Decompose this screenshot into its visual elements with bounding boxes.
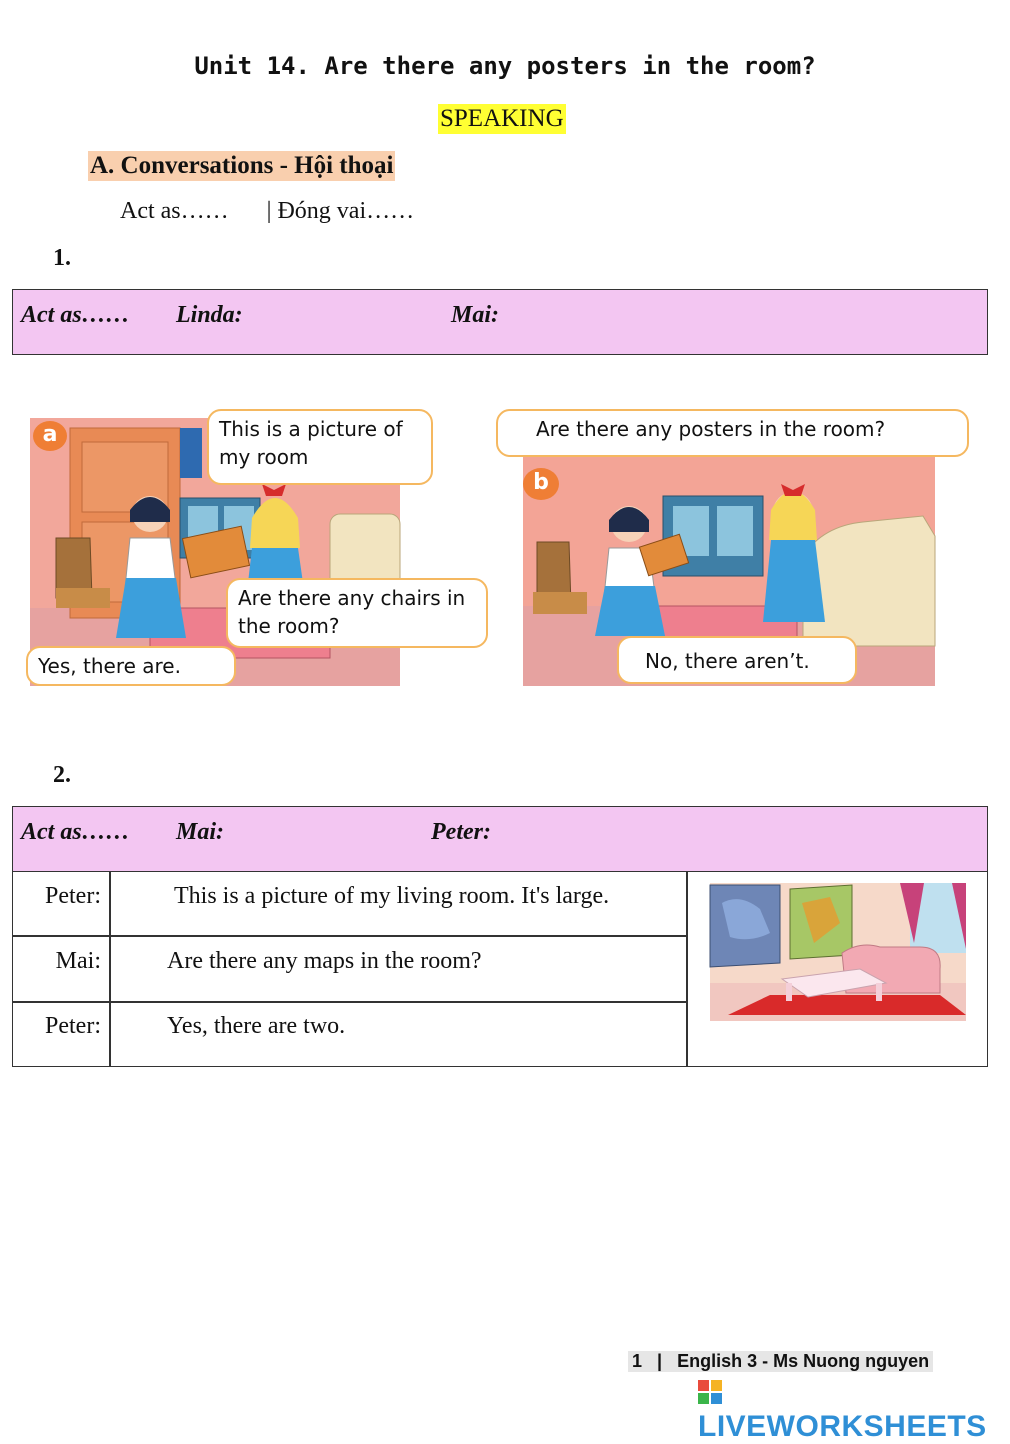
row-divider — [13, 935, 109, 937]
roles-box-2 — [12, 806, 988, 872]
roles-box-1 — [12, 289, 988, 355]
act-as-instruction — [120, 198, 414, 225]
speaking-heading: SPEAKING — [440, 105, 564, 132]
dialogue-line: This is a picture of my living room. It's large. — [174, 883, 610, 909]
living-room-illustration — [710, 883, 966, 1021]
page-title: Unit 14. Are there any posters in the room? — [194, 52, 816, 80]
speech-bubble: This is a picture of my room — [207, 409, 433, 485]
act-as-prompt: Act as…… — [21, 819, 130, 845]
role-mai: Mai: — [451, 302, 499, 328]
page-footer — [628, 1351, 933, 1372]
row-divider — [109, 1001, 686, 1003]
exercise-number-2: 2. — [53, 762, 71, 788]
role-peter: Peter: — [431, 819, 491, 845]
act-as-label: Act as…… — [120, 198, 229, 224]
row-divider — [109, 935, 686, 937]
liveworksheets-logo — [698, 1376, 1000, 1444]
speech-bubble: No, there aren’t. — [617, 636, 857, 684]
dong-vai-label: | Đóng vai…… — [266, 198, 415, 224]
role-linda: Linda: — [176, 302, 243, 328]
liveworksheets-logo-icon — [698, 1380, 722, 1404]
column-divider — [109, 871, 111, 1066]
dialogue-table — [12, 871, 988, 1067]
speaker-cell: Peter: — [45, 883, 101, 909]
picture-tag-a: a — [33, 421, 67, 451]
speaker-cell: Peter: — [45, 1013, 101, 1039]
footer-separator: | — [657, 1351, 663, 1371]
act-as-prompt: Act as…… — [21, 302, 130, 328]
exercise-number-1: 1. — [53, 245, 71, 271]
dialogue-line: Yes, there are two. — [167, 1013, 346, 1039]
dialogue-line: Are there any maps in the room? — [167, 948, 482, 974]
speech-bubble: Are there any chairs in the room? — [226, 578, 488, 648]
row-divider — [13, 1001, 109, 1003]
speaker-cell: Mai: — [55, 948, 101, 974]
role-mai: Mai: — [176, 819, 224, 845]
speech-bubble: Are there any posters in the room? — [496, 409, 969, 457]
page-number: 1 — [632, 1351, 643, 1371]
section-a-heading: A. Conversations - Hội thoại — [90, 152, 394, 179]
column-divider — [686, 871, 688, 1066]
brand-text: LIVEWORKSHEETS — [698, 1410, 987, 1443]
picture-tag-b: b — [523, 468, 559, 500]
footer-text: English 3 - Ms Nuong nguyen — [677, 1351, 930, 1371]
speech-bubble: Yes, there are. — [26, 646, 236, 686]
